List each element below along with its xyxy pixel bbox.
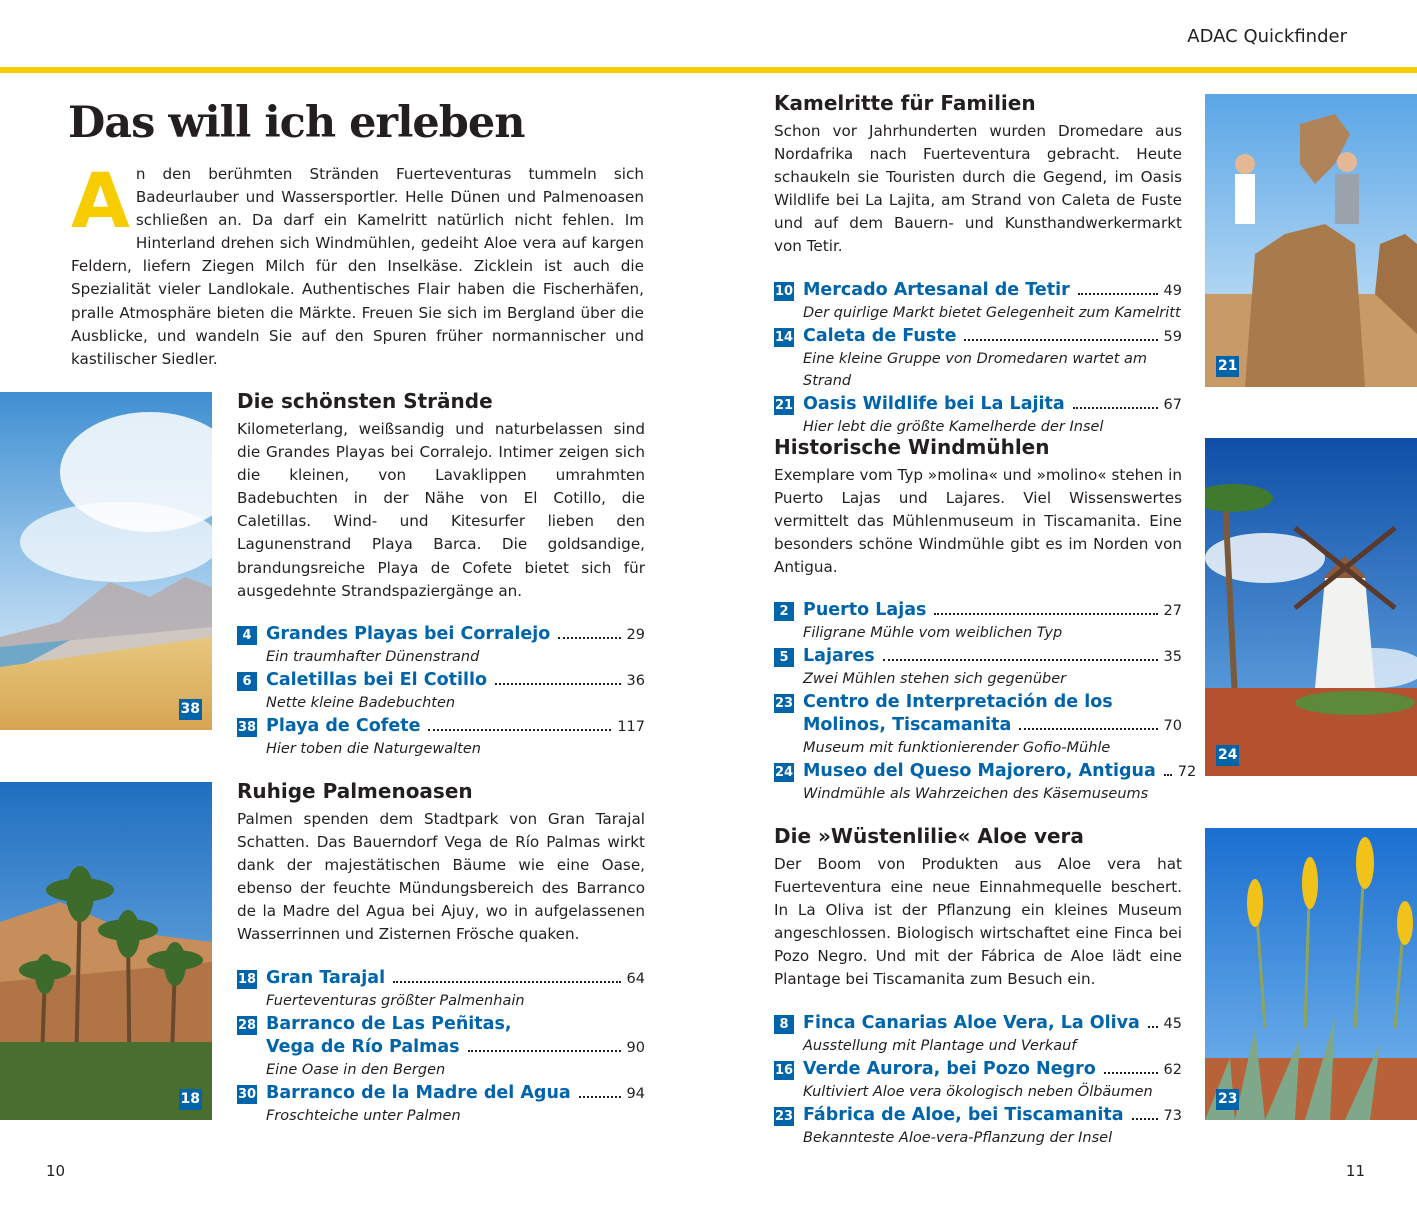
- header-label: ADAC Quickfinder: [1187, 26, 1347, 47]
- entry-list: [237, 967, 645, 1127]
- photo-badge-camels: 21: [1216, 356, 1239, 377]
- entry-list: [774, 1012, 1182, 1149]
- entry-name[interactable]: Oasis Wildlife bei La Lajita: [803, 393, 1065, 414]
- section-windmills: [774, 435, 1197, 806]
- entry-name[interactable]: Lajares: [803, 646, 875, 667]
- entry-description: Filigrane Mühle vom weiblichen Typ: [803, 625, 1063, 642]
- entry-number-badge: 23: [775, 696, 794, 712]
- entry-mercado-tetir[interactable]: [774, 279, 1182, 324]
- entry-description: Der quirlige Markt bietet Gelegenheit zum Kamelritt: [803, 304, 1181, 321]
- entry-name[interactable]: Fábrica de Aloe, bei Tiscamanita: [803, 1104, 1124, 1125]
- entry-name[interactable]: Playa de Cofete: [266, 715, 421, 736]
- entry-lajares[interactable]: [774, 645, 1182, 690]
- photo-badge-beach: 38: [179, 699, 202, 720]
- entry-finca-canarias[interactable]: [774, 1012, 1182, 1057]
- page-reference: 64: [626, 970, 645, 987]
- page-reference: 36: [626, 672, 645, 689]
- entry-museo-queso[interactable]: [774, 760, 1197, 805]
- entry-name[interactable]: Vega de Río Palmas: [266, 1036, 460, 1057]
- page-reference: 67: [1163, 396, 1182, 413]
- page-reference: 73: [1163, 1107, 1182, 1124]
- entry-centro-molinos[interactable]: [774, 691, 1182, 759]
- entry-number-badge: 14: [775, 329, 794, 345]
- header-rule: [0, 67, 1417, 73]
- entry-grandes-playas[interactable]: [237, 623, 645, 668]
- entry-gran-tarajal[interactable]: [237, 967, 645, 1012]
- entry-number-badge: 23: [775, 1108, 794, 1124]
- leader-dots: [558, 637, 620, 639]
- page-reference: 70: [1163, 718, 1182, 735]
- section-text: Kilometerlang, weißsandig und naturbelassen sind die Grandes Playas bei Corralejo. Intimer zeigen sich die kleinen, von Lavaklippen umrahmten Badebuchten in der Nähe von El Cotillo, die Caletillas. Wind- und Kitesurfer lieben den Lagunenstrand Playa Barca. Die goldsandige, brandungsreiche Playa de Cofete bietet sich für ausgedehnte Strandspaziergänge an.: [237, 420, 645, 600]
- leader-dots: [1078, 293, 1158, 295]
- leader-dots: [579, 1096, 621, 1098]
- intro-paragraph: [71, 156, 644, 371]
- palms-image: [0, 782, 212, 1120]
- entry-number-badge: 5: [774, 648, 794, 667]
- section-title: Historische Windmühlen: [774, 435, 1050, 459]
- entry-description: Zwei Mühlen stehen sich gegenüber: [803, 671, 1067, 688]
- entry-description: Hier toben die Naturgewalten: [266, 740, 481, 757]
- leader-dots: [393, 981, 620, 983]
- entry-barranco-madre-del-agua[interactable]: [237, 1082, 645, 1127]
- entry-name[interactable]: Caleta de Fuste: [803, 325, 957, 346]
- entry-name[interactable]: Barranco de la Madre del Agua: [266, 1082, 571, 1103]
- photo-windmill: [1205, 438, 1417, 776]
- entry-name[interactable]: Mercado Artesanal de Tetir: [803, 279, 1070, 300]
- leader-dots: [428, 729, 611, 731]
- entry-description: Bekannteste Aloe-vera-Pflanzung der Insel: [803, 1129, 1113, 1146]
- entry-playa-de-cofete[interactable]: [237, 715, 645, 760]
- photo-beach: [0, 392, 212, 730]
- photo-badge-windmill: 24: [1216, 745, 1239, 766]
- entry-description: Eine Oase in den Bergen: [266, 1061, 446, 1078]
- page-number-left: 10: [46, 1162, 66, 1180]
- aloe-image: [1205, 828, 1417, 1120]
- page-reference: 49: [1163, 282, 1182, 299]
- entry-list: [774, 599, 1197, 805]
- entry-puerto-lajas[interactable]: [774, 599, 1182, 644]
- entry-caletillas[interactable]: [237, 669, 645, 714]
- entry-number-badge: 28: [238, 1017, 257, 1033]
- section-camels: [774, 91, 1182, 439]
- section-beaches: [237, 389, 645, 761]
- photo-badge-palms: 18: [179, 1089, 202, 1110]
- leader-dots: [495, 683, 621, 685]
- section-title: Die »Wüstenlilie« Aloe vera: [774, 824, 1084, 848]
- entry-barranco-las-penitas[interactable]: [237, 1013, 645, 1081]
- entry-name[interactable]: Verde Aurora, bei Pozo Negro: [803, 1058, 1096, 1079]
- entry-list: [237, 623, 645, 760]
- entry-number-badge: 16: [775, 1062, 794, 1078]
- section-title: Die schönsten Strände: [237, 389, 493, 413]
- entry-description: Fuerteventuras größter Palmenhain: [266, 992, 525, 1009]
- leader-dots: [1132, 1118, 1158, 1120]
- entry-description: Ausstellung mit Plantage und Verkauf: [803, 1037, 1077, 1054]
- entry-caleta-de-fuste[interactable]: [774, 325, 1182, 392]
- entry-description: Froschteiche unter Palmen: [266, 1107, 461, 1124]
- entry-name-first-line[interactable]: Centro de Interpretación de los: [803, 692, 1113, 713]
- entry-name[interactable]: Gran Tarajal: [266, 967, 386, 988]
- section-title: Kamelritte für Familien: [774, 91, 1036, 115]
- section-text: Palmen spenden dem Stadtpark von Gran Tarajal Schatten. Das Bauerndorf Vega de Río Palmas wirkt dank der majestätischen Bäume wie eine Oase, ebenso der feuchte Mündungsbereich des Barranco de la Madre del Agua bei Ajuy, wo in aufgelassenen Wasserrinnen und Zisternen Frösche quaken.: [237, 810, 645, 944]
- photo-badge-aloe: 23: [1216, 1089, 1239, 1110]
- leader-dots: [1073, 407, 1158, 409]
- entry-oasis-wildlife[interactable]: [774, 393, 1182, 438]
- leader-dots: [468, 1050, 621, 1052]
- page-reference: 90: [626, 1039, 645, 1056]
- entry-list: [774, 279, 1182, 438]
- section-aloe: [774, 824, 1182, 1150]
- photo-camels: [1205, 94, 1417, 387]
- page-reference: 62: [1163, 1061, 1182, 1078]
- leader-dots: [883, 659, 1158, 661]
- intro-text: n den berühmten Stränden Fuerteventuras tummeln sich Badeurlauber und Wassersportler. Helle Dünen und Palmenoasen schließen an. Da darf ein Kamelritt natürlich nicht fehlen. Im Hinterland drehen sich Windmühlen, gedeiht Aloe vera auf kargen Feldern, liefern Ziegen Milch für den Inselkäse. Zicklein ist auch die Spezialität vieler Landlokale. Authentisches Flair haben die Fischerhäfen, pralle Atmosphäre bieten die Märkte. Freuen Sie sich im Bergland über die Ausblicke, und wandeln Sie auf den Spuren früher normannischer und kastilischer Siedler.: [71, 165, 644, 368]
- entry-description: Eine kleine Gruppe von Dromedaren wartet am Strand: [803, 350, 1148, 389]
- entry-number-badge: 2: [774, 602, 794, 621]
- entry-name[interactable]: Molinos, Tiscamanita: [803, 715, 1012, 736]
- entry-description: Nette kleine Badebuchten: [266, 694, 456, 711]
- page-title: Das will ich erleben: [68, 98, 525, 148]
- page-reference: 117: [617, 718, 645, 735]
- entry-fabrica-de-aloe[interactable]: [774, 1104, 1182, 1149]
- entry-name[interactable]: Puerto Lajas: [803, 600, 927, 621]
- page-number-right: 11: [1345, 1162, 1365, 1180]
- section-text: Schon vor Jahrhunderten wurden Dromedare aus Nordafrika nach Fuerteventura gebracht. Heute schaukeln sie Touristen durch die Gegend, im Oasis Wildlife bei La Lajita, am Strand von Caleta de Fuste und auf dem Bauern- und Kunsthandwerkermarkt von Tetir.: [774, 122, 1182, 256]
- entry-description: Kultiviert Aloe vera ökologisch neben Ölbäumen: [803, 1083, 1153, 1100]
- entry-number-badge: 21: [775, 397, 794, 413]
- entry-name[interactable]: Museo del Queso Majorero, Antigua: [803, 761, 1156, 782]
- entry-number-badge: 8: [774, 1015, 794, 1034]
- windmill-image: [1205, 438, 1417, 776]
- page-reference: 45: [1163, 1015, 1182, 1032]
- entry-name[interactable]: Grandes Playas bei Corralejo: [266, 623, 551, 644]
- entry-number-badge: 18: [238, 971, 257, 987]
- leader-dots: [964, 339, 1157, 341]
- leader-dots: [1164, 774, 1172, 776]
- photo-palms: [0, 782, 212, 1120]
- photo-aloe: [1205, 828, 1417, 1120]
- section-text: Der Boom von Produkten aus Aloe vera hat Fuerteventura eine neue Einnahmequelle beschert. In La Oliva ist der Pflanzung ein kleines Museum angeschlossen. Biologisch wirtschaftet eine Finca bei Pozo Negro. Und mit der Fábrica de Aloe lädt eine Plantage bei Tiscamanita zum Besuch ein.: [774, 855, 1182, 989]
- entry-number-badge: 6: [237, 672, 257, 691]
- page-reference: 59: [1163, 328, 1182, 345]
- entry-name[interactable]: Finca Canarias Aloe Vera, La Oliva: [803, 1012, 1140, 1033]
- page-reference: 27: [1163, 603, 1182, 620]
- entry-description: Windmühle als Wahrzeichen des Käsemuseums: [803, 786, 1149, 803]
- page-reference: 94: [626, 1085, 645, 1102]
- entry-name[interactable]: Caletillas bei El Cotillo: [266, 669, 487, 690]
- entry-description: Museum mit funktionierender Gofio-Mühle: [803, 740, 1111, 757]
- camels-image: [1205, 94, 1417, 387]
- page-reference: 29: [626, 626, 645, 643]
- entry-verde-aurora[interactable]: [774, 1058, 1182, 1103]
- entry-number-badge: 10: [775, 283, 794, 299]
- entry-description: Hier lebt die größte Kamelherde der Insel: [803, 418, 1104, 435]
- section-text: Exemplare vom Typ »molina« und »molino« stehen in Puerto Lajas und Lajares. Viel Wissenswertes vermittelt das Mühlenmuseum in Tiscamanita. Eine besonders schöne Windmühle gibt es im Norden von Antigua.: [774, 466, 1182, 577]
- entry-description: Ein traumhafter Dünenstrand: [266, 648, 480, 665]
- page-reference: 35: [1163, 649, 1182, 666]
- entry-name-first-line[interactable]: Barranco de Las Peñitas,: [266, 1013, 512, 1034]
- section-title: Ruhige Palmenoasen: [237, 779, 473, 803]
- beach-image: [0, 392, 212, 730]
- leader-dots: [934, 613, 1157, 615]
- section-oases: [237, 779, 645, 1128]
- entry-number-badge: 38: [238, 719, 257, 735]
- dropcap: A: [71, 156, 130, 245]
- page-reference: 72: [1177, 764, 1197, 781]
- leader-dots: [1019, 728, 1157, 730]
- entry-number-badge: 24: [775, 765, 794, 781]
- leader-dots: [1104, 1072, 1158, 1074]
- entry-number-badge: 30: [238, 1086, 257, 1102]
- entry-number-badge: 4: [237, 626, 257, 645]
- leader-dots: [1148, 1026, 1158, 1028]
